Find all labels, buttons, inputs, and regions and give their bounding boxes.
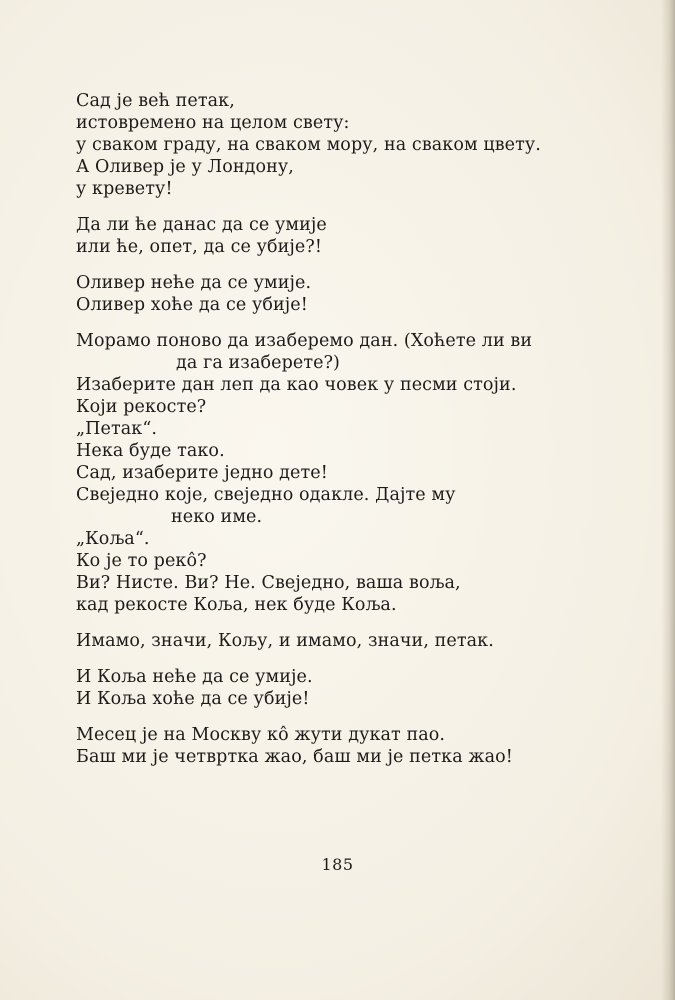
poem-line: Ви? Нисте. Ви? Не. Свеједно, ваша воља, bbox=[76, 573, 461, 593]
page-edge-shadow bbox=[661, 0, 675, 1000]
poem-line: А Оливер је у Лондону, bbox=[76, 157, 294, 177]
poem-line: Оливер неће да се умије. bbox=[76, 273, 312, 293]
poem-line: истовремено на целом свету: bbox=[76, 113, 350, 133]
poem-line: кад рекосте Коља, нек буде Коља. bbox=[76, 595, 397, 615]
poem-line: Ко је то рекô? bbox=[76, 551, 207, 571]
poem-line: Баш ми је четвртка жао, баш ми је петка жао! bbox=[76, 747, 513, 767]
poem-line: И Коља неће да се умије. bbox=[76, 667, 313, 687]
poem-line: Оливер хоће да се убије! bbox=[76, 295, 308, 315]
poem-line: Сад, изаберите једно дете! bbox=[76, 463, 328, 483]
poem-line: Морамо поново да изаберемо дан. (Хоћете ли ви bbox=[76, 331, 533, 351]
poem-line: „Петак“. bbox=[76, 419, 158, 439]
poem-line: Нека буде тако. bbox=[76, 441, 225, 461]
poem-line: или ће, опет, да се убије?! bbox=[76, 237, 323, 257]
poem-line: у кревету! bbox=[76, 179, 173, 199]
poem-line: да га изаберете?) bbox=[176, 353, 340, 373]
poem-text bbox=[76, 90, 596, 768]
poem-line: Имамо, значи, Кољу, и имамо, значи, петак. bbox=[76, 631, 494, 651]
poem-line: И Коља хоће да се убије! bbox=[76, 689, 310, 709]
poem-line: у сваком граду, на сваком мору, на сваком цвету. bbox=[76, 135, 541, 155]
poem-line: Који рекосте? bbox=[76, 397, 207, 417]
poem-line: „Коља“. bbox=[76, 529, 150, 549]
poem-line: Изаберите дан леп да као човек у песми стоји. bbox=[76, 375, 517, 395]
poem-line: Да ли ће данас да се умије bbox=[76, 215, 327, 235]
poem-line: Месец је на Москву кô жути дукат пао. bbox=[76, 725, 446, 745]
poem-line: Сад је већ петак, bbox=[76, 91, 235, 111]
page-number: 185 bbox=[321, 855, 354, 874]
poem-line: Свеједно које, свеједно одакле. Дајте му bbox=[76, 485, 456, 505]
poem-line: неко име. bbox=[171, 507, 263, 527]
